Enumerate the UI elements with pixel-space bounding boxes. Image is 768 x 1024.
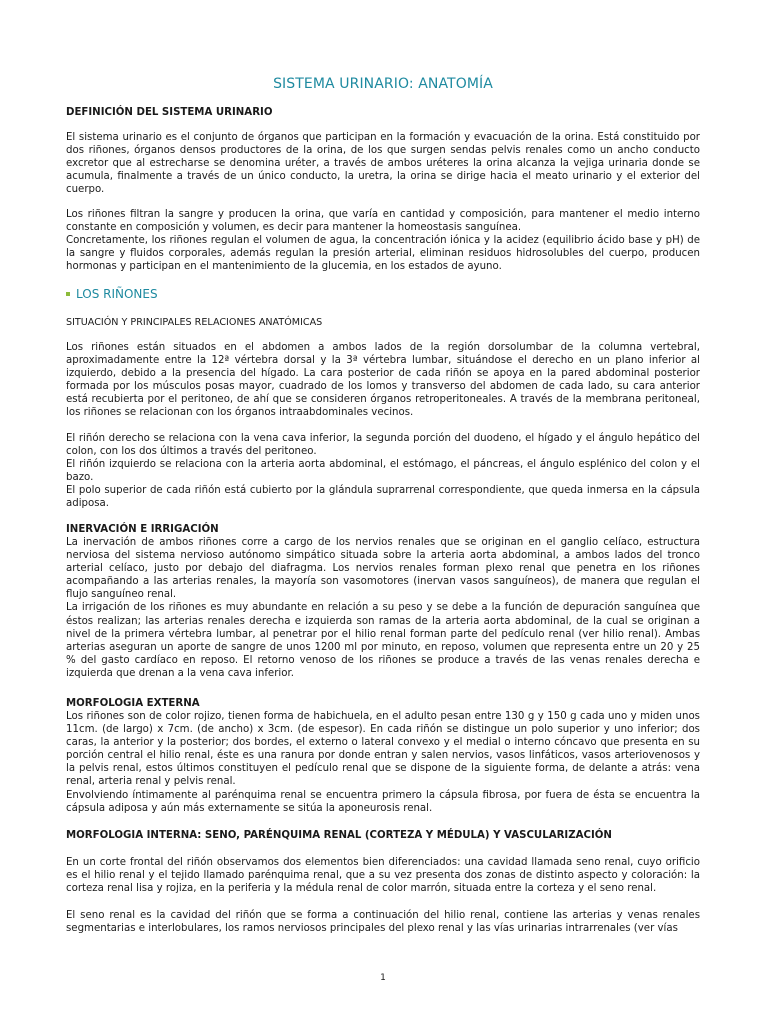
rinones-relations bbox=[66, 432, 700, 511]
paragraph: El sistema urinario es el conjunto de órganos que participan en la formación y evacuación de la orina. Está constituido por dos riñones, órganos densos productores de la orina, de los que surgen sendas pelvis renales como un ancho conducto excretor que al estrecharse se denomina uréter, a través de ambos uréteres la orina alcanza la vejiga urinaria donde se acumula, finalmente a través de un único conducto, la uretra, la orina se dirige hacia el meato urinario y el exterior del cuerpo. bbox=[66, 132, 700, 196]
section-title-rinones bbox=[66, 287, 158, 301]
paragraph: El riñón derecho se relaciona con la vena cava inferior, la segunda porción del duodeno, el hígado y el ángulo hepático del colon, con los dos últimos a través del peritoneo. bbox=[66, 433, 700, 458]
paragraph: Los riñones filtran la sangre y producen la orina, que varía en cantidad y composición, para mantener el medio interno constante en composición y volumen, es decir para mantener la homeostasis sanguínea. bbox=[66, 209, 700, 234]
definicion-heading: DEFINICIÓN DEL SISTEMA URINARIO bbox=[66, 107, 273, 118]
paragraph: Los riñones son de color rojizo, tienen forma de habichuela, en el adulto pesan entre 130 g y 150 g cada uno y miden unos 11cm. (de largo) x 7cm. (de ancho) x 3cm. (de espesor). En cada riñón se distingue un polo superior y uno inferior; dos caras, la anterior y la posterior; dos bordes, el externo o lateral convexo y el medial o interno cóncavo que presenta en su porción central el hilio renal, éste es una ranura por donde entran y salen nervios, vasos linfáticos, vasos arteriovenosos y la pelvis renal, estos últimos constituyen el pedículo renal que se dispone de la siguiente forma, de delante a atrás: vena renal, arteria renal y pelvis renal. bbox=[66, 711, 700, 788]
morfologia-interna-paragraph-1 bbox=[66, 856, 700, 895]
morfologia-interna-paragraph-2 bbox=[66, 909, 700, 935]
rinones-subheading: SITUACIÓN Y PRINCIPALES RELACIONES ANATÓMICAS bbox=[66, 317, 323, 328]
paragraph: El seno renal es la cavidad del riñón que se forma a continuación del hilio renal, contiene las arterias y venas renales segmentarias e interlobulares, los ramos nerviosos principales del plexo renal y las vías urinarias intrarrenales (ver vías bbox=[66, 910, 700, 935]
rinones-paragraph-1 bbox=[66, 341, 700, 420]
definicion-paragraphs bbox=[66, 208, 700, 273]
morfologia-externa-paragraphs bbox=[66, 710, 700, 815]
section-title-text: LOS RIÑONES bbox=[76, 287, 158, 301]
inervacion-paragraphs bbox=[66, 536, 700, 680]
definicion-paragraph-1 bbox=[66, 131, 700, 196]
paragraph: En un corte frontal del riñón observamos dos elementos bien diferenciados: una cavidad llamada seno renal, cuyo orificio es el hilio renal y el tejido llamado parénquima renal, que a su vez presenta dos zonas de distinto aspecto y coloración: la corteza renal lisa y rojiza, en la periferia y la médula renal de color marrón, situada entre la corteza y el seno renal. bbox=[66, 857, 700, 895]
morfologia-externa-heading: MORFOLOGIA EXTERNA bbox=[66, 698, 200, 709]
paragraph: Envolviendo íntimamente al parénquima renal se encuentra primero la cápsula fibrosa, por fuera de ésta se encuentra la cápsula adiposa y aún más externamente se sitúa la aponeurosis renal. bbox=[66, 789, 700, 814]
paragraph: Los riñones están situados en el abdomen a ambos lados de la región dorsolumbar de la columna vertebral, aproximadamente entre la 12ª vértebra dorsal y la 3ª vértebra lumbar, situándose el derecho en un plano inferior al izquierdo, debido a la presencia del hígado. La cara posterior de cada riñón se apoya en la pared abdominal posterior formada por los músculos posas mayor, cuadrado de los lomos y transverso del abdomen de cada lado, su cara anterior está recubierta por el peritoneo, de ahí que se consideren órganos retroperitoneales. A través de la membrana peritoneal, los riñones se relacionan con los órganos intraabdominales vecinos. bbox=[66, 342, 700, 419]
paragraph: La inervación de ambos riñones corre a cargo de los nervios renales que se originan en el ganglio celíaco, estructura nerviosa del sistema nervioso autónomo simpático situada sobre la arteria aorta abdominal, a ambos lados del tronco arterial celíaco, justo por debajo del diafragma. Los nervios renales forman plexo renal que penetra en los riñones acompañando a las arterias renales, la mayoría son vasomotores (inervan vasos sanguíneos), de manera que regulan el flujo sanguíneo renal. bbox=[66, 537, 700, 601]
paragraph: El riñón izquierdo se relaciona con la arteria aorta abdominal, el estómago, el páncreas, el ángulo esplénico del colon y el bazo. bbox=[66, 459, 700, 484]
document-title: SISTEMA URINARIO: ANATOMÍA bbox=[273, 76, 493, 92]
inervacion-heading: INERVACIÓN E IRRIGACIÓN bbox=[66, 524, 219, 535]
page-number: 1 bbox=[380, 973, 386, 983]
paragraph: La irrigación de los riñones es muy abundante en relación a su peso y se debe a la función de depuración sanguínea que éstos realizan; las arterias renales derecha e izquierda son ramas de la arteria aorta abdominal, de la cual se originan a nivel de la primera vértebra lumbar, al penetrar por el hilio renal forman parte del pedículo renal (ver hilio renal). Ambas arterias aseguran un aporte de sangre de unos 1200 ml por minuto, en reposo, volumen que representa entre un 20 y 25 % del gasto cardíaco en reposo. El retorno venoso de los riñones se produce a través de las venas renales derecha e izquierda que drenan a la vena cava inferior. bbox=[66, 602, 700, 679]
paragraph: El polo superior de cada riñón está cubierto por la glándula suprarrenal correspondiente, que queda inmersa en la cápsula adiposa. bbox=[66, 485, 700, 510]
paragraph: Concretamente, los riñones regulan el volumen de agua, la concentración iónica y la acidez (equilibrio ácido base y pH) de la sangre y fluidos corporales, además regulan la presión arterial, eliminan residuos hidrosolubles del cuerpo, producen hormonas y participan en el mantenimiento de la glucemia, en los estados de ayuno. bbox=[66, 235, 700, 273]
morfologia-interna-heading: MORFOLOGIA INTERNA: SENO, PARÉNQUIMA RENAL (CORTEZA Y MÉDULA) Y VASCULARIZACIÓN bbox=[66, 830, 612, 841]
bullet-icon bbox=[66, 292, 70, 296]
